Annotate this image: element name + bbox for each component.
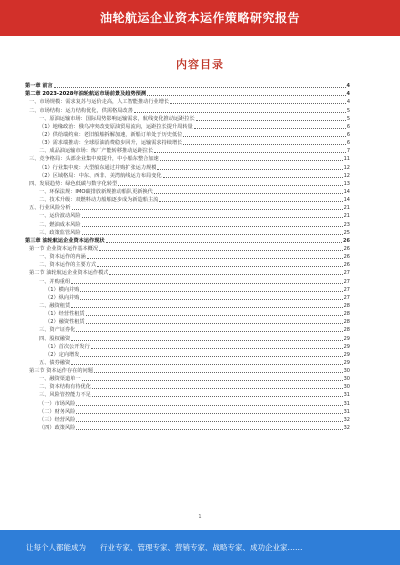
toc-entry-label: 一、资本运作的内涵 (39, 254, 86, 261)
toc-entry-label: 四、股权融资 (39, 335, 71, 342)
toc-entry-label: （2）融资性租赁 (45, 319, 85, 326)
toc-leader-dots (94, 372, 343, 373)
toc-leader-dots (80, 299, 342, 300)
toc-entry[interactable] (25, 245, 350, 253)
footer-roles: 行业专家、管理专家、营销专家、战略专家、成功企业家…… (100, 543, 303, 552)
toc-leader-dots (71, 340, 342, 341)
toc-entry-page: 28 (343, 311, 350, 318)
toc-entry-label: 第一节 企业资本运作基本概况 (29, 245, 99, 252)
toc-entry[interactable] (25, 147, 350, 155)
toc-leader-dots (82, 217, 343, 218)
report-header (0, 0, 400, 36)
toc-entry-label: 二、市场结构：运力结构优化，供需格局改善 (29, 107, 133, 114)
toc-entry-label: 四、发展趋势：绿色低碳与数字化转型 (29, 180, 118, 187)
toc-entry[interactable] (25, 399, 350, 407)
report-title: 油轮航运企业资本运作策略研究报告 (99, 11, 300, 25)
toc-leader-dots (194, 128, 346, 129)
toc-entry-label: 二、燃油成本风险 (39, 221, 81, 228)
toc-leader-dots (82, 226, 343, 227)
toc-entry-page: 6 (346, 140, 350, 147)
toc-entry-label: 二、成品油运输市场：炼厂产能转移推动运距拉长 (39, 148, 154, 155)
toc-entry[interactable] (25, 334, 350, 342)
toc-entry[interactable] (25, 286, 350, 294)
toc-entry[interactable] (25, 302, 350, 310)
toc-entry[interactable] (25, 180, 350, 188)
toc-entry[interactable] (25, 212, 350, 220)
toc-entry[interactable] (25, 115, 350, 123)
toc-entry-page: 29 (343, 335, 350, 342)
toc-leader-dots (163, 177, 343, 178)
toc-entry-page: 28 (343, 327, 350, 334)
toc-entry[interactable] (25, 318, 350, 326)
toc-leader-dots (92, 388, 343, 389)
toc-entry[interactable] (25, 90, 350, 98)
toc-entry-page: 29 (343, 359, 350, 366)
toc-entry-label: （二）财务风险 (39, 408, 76, 415)
toc-entry[interactable] (25, 310, 350, 318)
toc-leader-dots (54, 87, 346, 88)
toc-entry-label: 二、资本运作的主要方式 (39, 262, 97, 269)
toc-entry[interactable] (25, 98, 350, 106)
toc-entry[interactable] (25, 277, 350, 285)
toc-entry[interactable] (25, 196, 350, 204)
toc-entry[interactable] (25, 416, 350, 424)
toc-leader-dots (71, 364, 342, 365)
toc-leader-dots (76, 413, 342, 414)
toc-leader-dots (91, 348, 343, 349)
page-number: 1 (198, 514, 202, 520)
footer-slogan: 让每个人都能成为 (26, 543, 86, 552)
toc-entry-page: 12 (343, 164, 350, 171)
toc-leader-dots (118, 185, 342, 186)
toc-entry-label: 三、政策监管风险 (39, 229, 81, 236)
toc-entry[interactable] (25, 367, 350, 375)
toc-leader-dots (80, 291, 342, 292)
toc-leader-dots (99, 250, 343, 251)
toc-entry[interactable] (25, 220, 350, 228)
toc-entry-label: （1）首次公开发行 (45, 343, 90, 350)
toc-entry[interactable] (25, 294, 350, 302)
toc-leader-dots (80, 356, 342, 357)
toc-leader-dots (154, 152, 346, 153)
toc-entry-page: 28 (343, 319, 350, 326)
toc-entry-page: 27 (343, 286, 350, 293)
toc-entry-page: 6 (346, 123, 350, 130)
toc-entry[interactable] (25, 139, 350, 147)
toc-entry-page: 14 (343, 188, 350, 195)
toc-entry[interactable] (25, 269, 350, 277)
toc-entry[interactable] (25, 375, 350, 383)
toc-entry-page: 21 (343, 213, 350, 220)
toc-entry-label: （四）政策风险 (39, 425, 76, 432)
toc-entry-label: 三、资产证券化 (39, 327, 76, 334)
toc-title: 内容目录 (176, 58, 224, 71)
toc-entry-page: 12 (343, 172, 350, 179)
toc-entry-page: 14 (343, 197, 350, 204)
toc-leader-dots (154, 193, 343, 194)
toc-entry[interactable] (25, 237, 350, 245)
footer-banner (0, 530, 400, 565)
toc-entry-page: 32 (343, 416, 350, 423)
toc-entry[interactable] (25, 172, 350, 180)
toc-leader-dots (134, 112, 346, 113)
toc-entry[interactable] (25, 155, 350, 163)
toc-entry-page: 4 (346, 83, 350, 90)
toc-leader-dots (183, 136, 345, 137)
toc-entry-label: 一、并购重组 (39, 278, 71, 285)
toc-entry-label: 第二节 油轮航运企业资本运作模式 (29, 270, 109, 277)
toc-entry-page: 32 (343, 425, 350, 432)
toc-entry-page: 5 (346, 107, 350, 114)
toc-entry-page: 30 (343, 368, 350, 375)
toc-leader-dots (159, 201, 342, 202)
toc-entry[interactable] (25, 106, 350, 114)
toc-entry[interactable] (25, 188, 350, 196)
toc-entry-label: （1）地缘政治：俄乌冲突改变原油贸易流向，运距拉长提升周转量 (39, 123, 193, 130)
toc-entry-page: 26 (343, 237, 350, 244)
toc-leader-dots (106, 242, 342, 243)
toc-entry-label: （1）行业集中度：大型船东通过并购扩张运力规模 (39, 164, 157, 171)
toc-entry-page: 30 (343, 384, 350, 391)
toc-leader-dots (72, 209, 343, 210)
toc-entry-page: 6 (346, 131, 350, 138)
toc-leader-dots (97, 266, 343, 267)
toc-entry-label: 三、风险管控能力不足 (39, 392, 91, 399)
toc-entry-label: 一、运价波动风险 (39, 213, 81, 220)
toc-entry-label: 五、债券融资 (39, 359, 71, 366)
toc-entry-page: 13 (343, 180, 350, 187)
toc-entry-label: （一）市场风险 (39, 400, 76, 407)
toc-entry-label: 第三节 资本运作存在的问题 (29, 368, 93, 375)
toc-entry-page: 29 (343, 351, 350, 358)
toc-entry-label: （3）需求端推动：全球原油消费稳步回升，运输需求持续增长 (39, 140, 183, 147)
toc-entry-page: 27 (343, 278, 350, 285)
toc-entry-page: 4 (346, 91, 350, 98)
toc-entry[interactable] (25, 163, 350, 171)
toc-entry-page: 26 (343, 262, 350, 269)
toc-leader-dots (157, 169, 342, 170)
toc-entry-label: （1）横向并购 (45, 286, 80, 293)
toc-leader-dots (109, 274, 342, 275)
toc-entry-page: 26 (343, 254, 350, 261)
table-of-contents (25, 82, 350, 432)
toc-entry-page: 28 (343, 302, 350, 309)
toc-entry-label: 一、环保法规：IMO碳排放新规推动船队更新换代 (39, 188, 153, 195)
toc-entry-page: 29 (343, 343, 350, 350)
toc-entry-page: 7 (346, 148, 350, 155)
toc-entry-page: 4 (346, 99, 350, 106)
toc-leader-dots (183, 144, 345, 145)
toc-leader-dots (147, 95, 345, 96)
toc-leader-dots (71, 307, 342, 308)
toc-leader-dots (170, 103, 346, 104)
toc-entry-label: （2）供给端约束：老旧船舶拆解加速，新船订单处于历史低位 (39, 131, 183, 138)
toc-leader-dots (82, 234, 343, 235)
toc-entry-page: 31 (343, 408, 350, 415)
toc-leader-dots (71, 283, 342, 284)
toc-leader-dots (86, 323, 343, 324)
toc-entry[interactable] (25, 261, 350, 269)
toc-entry[interactable] (25, 351, 350, 359)
toc-entry-label: （2）纵向并购 (45, 294, 80, 301)
toc-entry-page: 30 (343, 376, 350, 383)
toc-entry-label: （三）经营风险 (39, 416, 76, 423)
toc-entry-page: 25 (343, 229, 350, 236)
toc-entry-label: （1）经营性租赁 (45, 311, 85, 318)
toc-entry-page: 27 (343, 294, 350, 301)
toc-entry-page: 11 (343, 156, 350, 163)
toc-leader-dots (76, 421, 342, 422)
toc-entry[interactable] (25, 82, 350, 90)
toc-entry-label: 一、市场规模：需求复苏与运价走高，人工智能推动行业增长 (29, 99, 170, 106)
toc-entry-label: 三、竞争格局：头部企业集中度提升，中小船东整合加速 (29, 156, 159, 163)
toc-leader-dots (160, 160, 343, 161)
toc-entry-label: 五、行业风险分析 (29, 205, 71, 212)
toc-leader-dots (92, 396, 343, 397)
toc-leader-dots (82, 380, 343, 381)
toc-entry-page: 26 (343, 245, 350, 252)
toc-entry[interactable] (25, 131, 350, 139)
toc-entry-label: 一、原油运输市场：国际局势影响运输需求，航线变化推动运距拉长 (39, 115, 195, 122)
toc-entry-label: 第三章 油轮航运企业资本运作现状 (25, 237, 105, 244)
toc-entry[interactable] (25, 343, 350, 351)
toc-entry-page: 21 (343, 205, 350, 212)
toc-entry[interactable] (25, 229, 350, 237)
toc-entry-page: 27 (343, 270, 350, 277)
toc-entry[interactable] (25, 391, 350, 399)
toc-entry-label: 二、技术升级：双燃料动力船舶逐步成为新造船主流 (39, 197, 159, 204)
toc-entry-label: 第一章 前言 (25, 83, 53, 90)
toc-entry-page: 5 (346, 115, 350, 122)
toc-leader-dots (76, 429, 342, 430)
toc-entry[interactable] (25, 424, 350, 432)
toc-leader-dots (196, 120, 346, 121)
toc-entry[interactable] (25, 359, 350, 367)
toc-entry-label: 一、融资渠道单一 (39, 376, 81, 383)
toc-entry-label: 第二章 2023-2028年油轮航运市场前景及趋势预测 (25, 91, 147, 98)
toc-entry[interactable] (25, 204, 350, 212)
toc-entry-label: （2）定向增发 (45, 351, 80, 358)
toc-entry[interactable] (25, 326, 350, 334)
toc-entry[interactable] (25, 123, 350, 131)
toc-entry-page: 23 (343, 221, 350, 228)
toc-entry[interactable] (25, 408, 350, 416)
toc-entry-label: （2）区域格局：中东、西非、美湾航线运力布局变化 (39, 172, 162, 179)
toc-entry-label: 二、融资租赁 (39, 302, 71, 309)
toc-leader-dots (76, 405, 342, 406)
toc-leader-dots (87, 258, 343, 259)
toc-entry-page: 31 (343, 392, 350, 399)
toc-leader-dots (86, 315, 343, 316)
toc-entry-label: 二、资本结构有待优化 (39, 384, 91, 391)
toc-entry[interactable] (25, 383, 350, 391)
toc-entry-page: 31 (343, 400, 350, 407)
toc-entry[interactable] (25, 253, 350, 261)
toc-leader-dots (76, 331, 342, 332)
